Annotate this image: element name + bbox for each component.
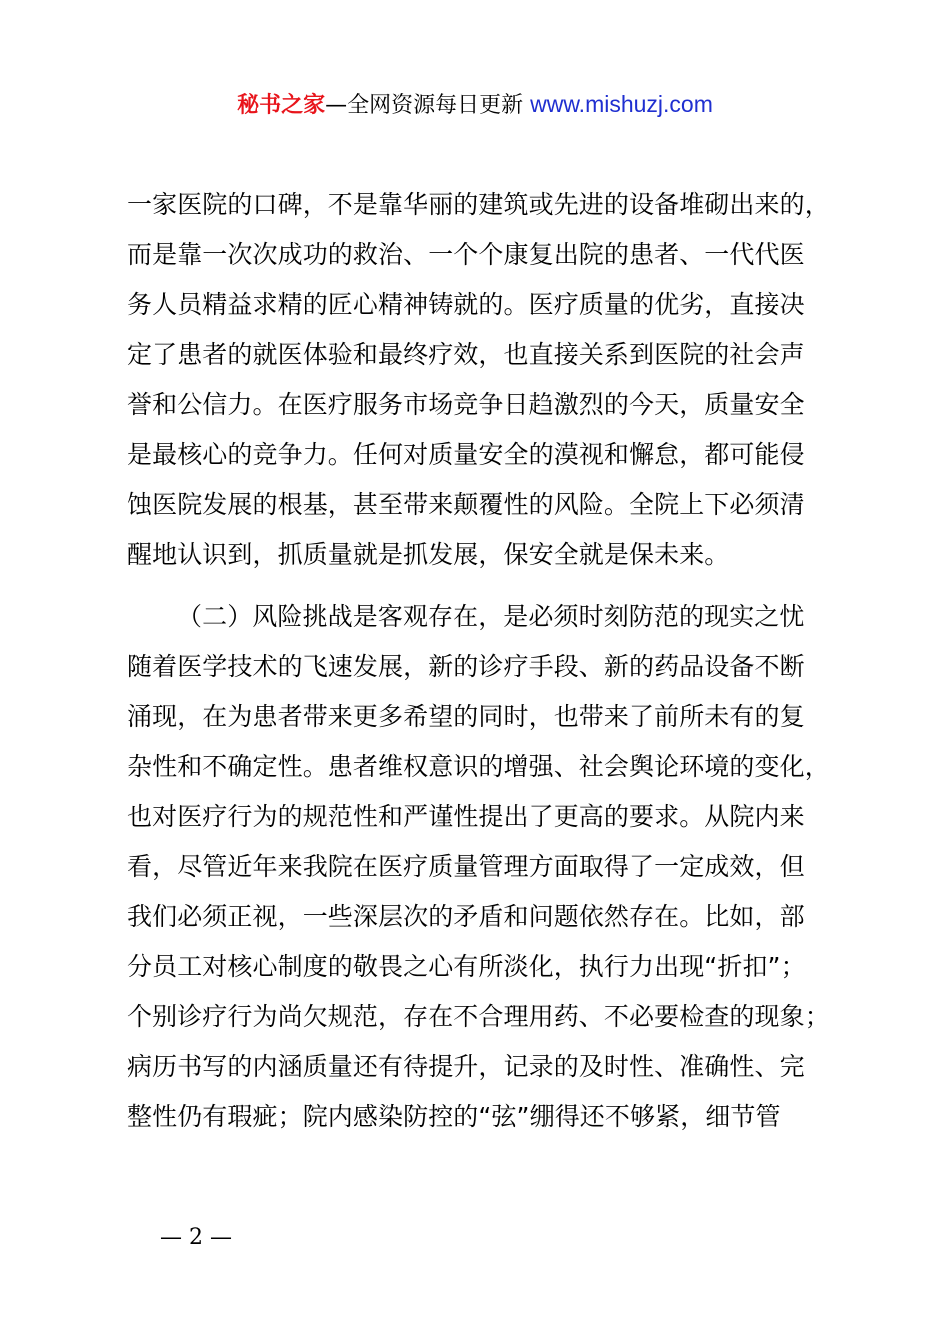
section-heading: （二）风险挑战是客观存在，是必须时刻防范的现实之忧 bbox=[177, 602, 805, 631]
text-line: 整性仍有瑕疵；院内感染防控的“弦”绷得还不够紧，细节管 bbox=[127, 1102, 781, 1131]
text-line: 醒地认识到，抓质量就是抓发展，保安全就是保未来。 bbox=[127, 540, 730, 569]
brand-name: 秘书之家 bbox=[237, 93, 326, 118]
text-line: 务人员精益求精的匠心精神铸就的。医疗质量的优劣，直接决 bbox=[127, 290, 805, 319]
text-line: 定了患者的就医体验和最终疗效，也直接关系到医院的社会声 bbox=[127, 340, 805, 369]
text-line: 涌现，在为患者带来更多希望的同时，也带来了前所未有的复 bbox=[127, 702, 805, 731]
header-tagline: —全网资源每日更新 bbox=[325, 93, 531, 118]
header-banner bbox=[0, 88, 950, 122]
text-line: 也对医疗行为的规范性和严谨性提出了更高的要求。从院内来 bbox=[127, 802, 805, 831]
text-line: 杂性和不确定性。患者维权意识的增强、社会舆论环境的变化， bbox=[127, 752, 830, 781]
text-line: 个别诊疗行为尚欠规范，存在不合理用药、不必要检查的现象； bbox=[127, 1002, 830, 1031]
paragraph-2 bbox=[127, 592, 857, 1142]
text-line: 看，尽管近年来我院在医疗质量管理方面取得了一定成效，但 bbox=[127, 852, 805, 881]
paragraph-1 bbox=[127, 180, 857, 580]
text-line: 蚀医院发展的根基，甚至带来颠覆性的风险。全院上下必须清 bbox=[127, 490, 805, 519]
text-line: 一家医院的口碑，不是靠华丽的建筑或先进的设备堆砌出来的， bbox=[127, 190, 830, 219]
text-line: 而是靠一次次成功的救治、一个个康复出院的患者、一代代医 bbox=[127, 240, 805, 269]
text-line: 分员工对核心制度的敬畏之心有所淡化，执行力出现“折扣”； bbox=[127, 952, 806, 981]
page-number: — 2 — bbox=[160, 1225, 232, 1250]
text-line: 誉和公信力。在医疗服务市场竞争日趋激烈的今天，质量安全 bbox=[127, 390, 805, 419]
text-line: 随着医学技术的飞速发展，新的诊疗手段、新的药品设备不断 bbox=[127, 652, 805, 681]
text-line: 我们必须正视，一些深层次的矛盾和问题依然存在。比如，部 bbox=[127, 902, 805, 931]
text-line: 是最核心的竞争力。任何对质量安全的漠视和懈怠，都可能侵 bbox=[127, 440, 805, 469]
text-line: 病历书写的内涵质量还有待提升，记录的及时性、准确性、完 bbox=[127, 1052, 805, 1081]
website-link[interactable]: www.mishuzj.com bbox=[530, 91, 713, 117]
